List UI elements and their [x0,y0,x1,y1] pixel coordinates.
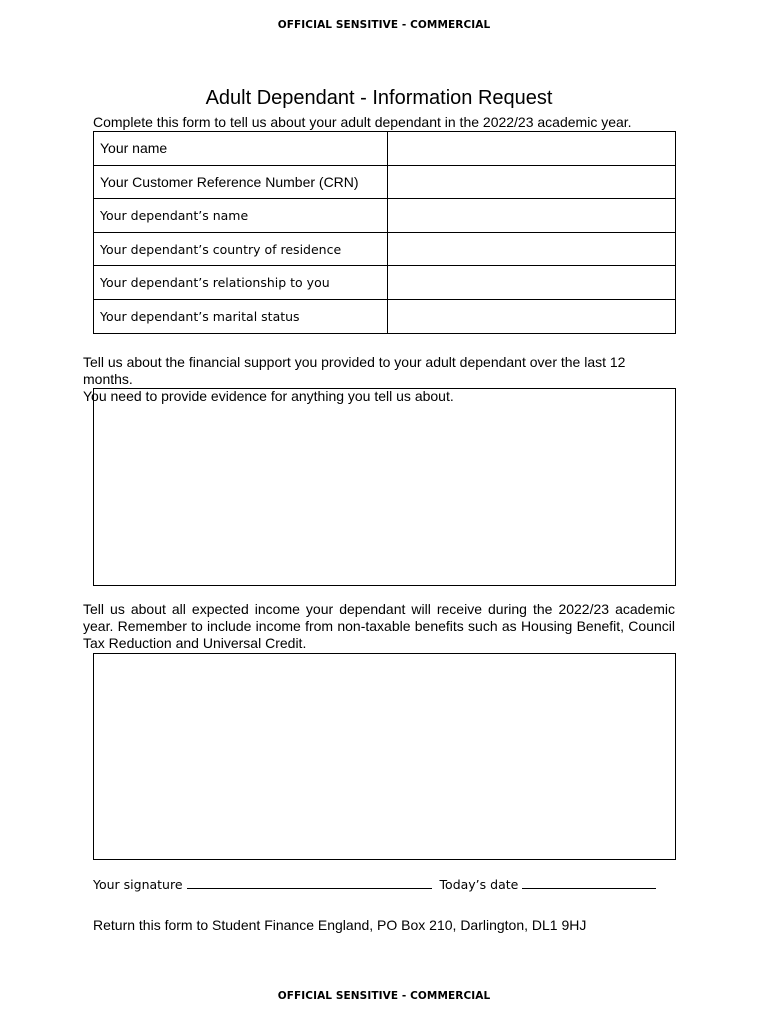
field-input-dependant-marital-status[interactable] [388,299,676,333]
return-address: Return this form to Student Finance England, PO Box 210, Darlington, DL1 9HJ [93,917,587,933]
field-label-crn: Your Customer Reference Number (CRN) [94,165,388,199]
instruction-line: You need to provide evidence for anything you tell us about. [83,388,454,404]
security-marking-bottom: OFFICIAL SENSITIVE - COMMERCIAL [277,990,491,1002]
details-table [93,131,676,334]
field-label-dependant-marital-status: Your dependant’s marital status [94,299,388,333]
financial-support-textbox[interactable] [93,388,676,586]
field-input-dependant-name[interactable] [388,199,676,233]
security-marking-top: OFFICIAL SENSITIVE - COMMERCIAL [277,19,491,31]
table-row [94,199,676,233]
table-row [94,165,676,199]
field-label-dependant-country: Your dependant’s country of residence [94,232,388,266]
expected-income-textbox[interactable] [93,653,676,860]
signature-row [93,877,656,892]
date-label: Today’s date [439,877,519,892]
field-input-crn[interactable] [388,165,676,199]
table-row [94,299,676,333]
table-row [94,266,676,300]
expected-income-instructions [83,601,675,652]
instruction-line: Tax Reduction and Universal Credit. [83,635,307,651]
field-label-your-name: Your name [94,132,388,166]
field-input-dependant-relationship[interactable] [388,266,676,300]
instruction-line: Tell us about the financial support you provided to your adult dependant over the last 12 months. [83,354,626,387]
field-label-dependant-name: Your dependant’s name [94,199,388,233]
form-title: Adult Dependant - Information Request [205,87,553,109]
date-field[interactable] [522,887,656,889]
signature-label: Your signature [93,877,183,892]
table-row [94,132,676,166]
field-label-dependant-relationship: Your dependant’s relationship to you [94,266,388,300]
field-input-your-name[interactable] [388,132,676,166]
instruction-line: year. Remember to include income from non-taxable benefits such as Housing Benefit, Council [83,618,675,634]
table-row [94,232,676,266]
form-intro: Complete this form to tell us about your adult dependant in the 2022/23 academic year. [93,114,632,130]
signature-field[interactable] [187,887,432,889]
field-input-dependant-country[interactable] [388,232,676,266]
instruction-line: Tell us about all expected income your dependant will receive during the 2022/23 academic [83,601,675,617]
